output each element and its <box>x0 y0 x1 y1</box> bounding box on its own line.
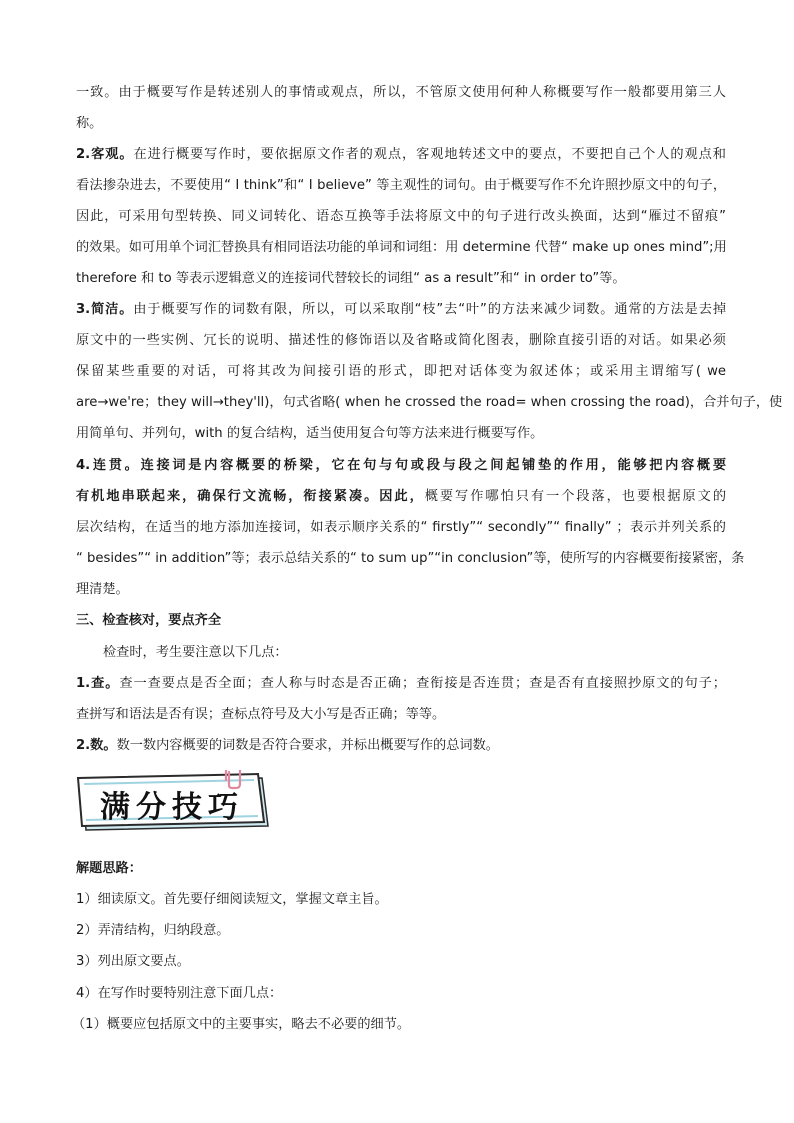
para2-line3: 因此，可采用句型转换、同义词转化、语态互换等手法将原文中的句子进行改头换面，达到“雁过不留痕” <box>76 209 726 224</box>
para4-text2: 概要写作哪怕只有一个段落，也要根据原文的 <box>424 489 727 504</box>
para2-line4: 的效果。如可用单个词汇替换具有相同语法功能的单词和词组：用 determine 代替“ make up ones mind”;用 <box>76 240 727 255</box>
tips-item-4: 4）在写作时要特别注意下面几点： <box>76 986 283 1001</box>
para4-bold1: 连接词是内容概要的桥梁，它在句与句或段与段之间起铺垫的作用，能够把内容概要 <box>140 458 727 473</box>
para4-line5: 理清楚。 <box>76 582 129 597</box>
para3-line3: 保留某些重要的对话，可将其改为间接引语的形式，即把对话体变为叙述体；或采用主谓缩写( we <box>76 364 726 379</box>
check1-line2: 查拼写和语法是否有误；查标点符号及大小写是否正确；等等。 <box>76 707 446 722</box>
para1-line2: 称。 <box>76 116 103 131</box>
para2-text1: 在进行概要写作时，要依据原文作者的观点，客观地转述文中的要点，不要把自己个人的观点和 <box>133 147 726 162</box>
para2-heading: 2.客观。 <box>76 147 134 162</box>
para3-line1 <box>76 299 726 321</box>
para3-text1: 由于概要写作的词数有限，所以，可以采取削“枝”去“叶”的方法来减少词数。通常的方法是去掉 <box>133 302 727 317</box>
para3-line2: 原文中的一些实例、冗长的说明、描述性的修饰语以及省略或简化图表，删除直接引语的对话。如果必须 <box>76 333 726 348</box>
check1-line1 <box>76 673 726 695</box>
para4-bold2: 有机地串联起来，确保行文流畅，衔接紧凑。因此， <box>76 489 425 504</box>
para3-line5: 用简单句、并列句，with 的复合结构，适当使用复合句等方法来进行概要写作。 <box>76 426 544 441</box>
check2-heading: 2.数。 <box>76 738 117 753</box>
para4-line2 <box>76 486 726 508</box>
check1-heading: 1.查。 <box>76 676 120 691</box>
para2-line1 <box>76 144 726 166</box>
check2-line1 <box>76 735 726 757</box>
section-heading: 三、检查核对，要点齐全 <box>76 613 222 628</box>
para3-heading: 3.简洁。 <box>76 302 134 317</box>
section-banner <box>76 770 272 834</box>
para4-heading: 4.连贯。 <box>76 458 141 473</box>
para2-line2: 看法掺杂进去，不要使用“ I think”和“ I believe” 等主观性的词句。由于概要写作不允许照抄原文中的句子， <box>76 178 726 193</box>
para2-line5: therefore 和 to 等表示逻辑意义的连接词代替较长的词组“ as a result”和“ in order to”等。 <box>76 271 626 286</box>
tips-title: 解题思路： <box>76 861 142 876</box>
check2-text1: 数一数内容概要的词数是否符合要求，并标出概要写作的总词数。 <box>116 738 499 753</box>
section-intro: 检查时，考生要注意以下几点： <box>103 645 288 660</box>
tips-item-3: 3）列出原文要点。 <box>76 954 190 969</box>
tips-item-2: 2）弄清结构，归纳段意。 <box>76 923 230 938</box>
check1-text1: 查一查要点是否全面；查人称与时态是否正确；查衔接是否连贯；查是否有直接照抄原文的句子； <box>119 676 726 691</box>
para4-line4: “ besides”“ in addition”等；表示总结关系的“ to sum up”“in conclusion”等，使所写的内容概要衔接紧密，条 <box>76 551 745 566</box>
tips-item-5: （1）概要应包括原文中的主要事实，略去不必要的细节。 <box>72 1017 411 1032</box>
banner-title: 满分技巧 <box>100 790 244 825</box>
tips-item-1: 1）细读原文。首先要仔细阅读短文，掌握文章主旨。 <box>76 892 388 907</box>
para4-line3: 层次结构，在适当的地方添加连接词，如表示顺序关系的“ firstly”“ secondly”“ finally” ；表示并列关系的 <box>76 520 726 535</box>
para3-line4: are→we're；they will→they'll)，句式省略( when he crossed the road= when crossing the road)，合并句子，使 <box>76 395 783 410</box>
para4-line1 <box>76 455 726 477</box>
para1-line1: 一致。由于概要写作是转述别人的事情或观点，所以，不管原文使用何种人称概要写作一般都要用第三人 <box>76 85 726 100</box>
